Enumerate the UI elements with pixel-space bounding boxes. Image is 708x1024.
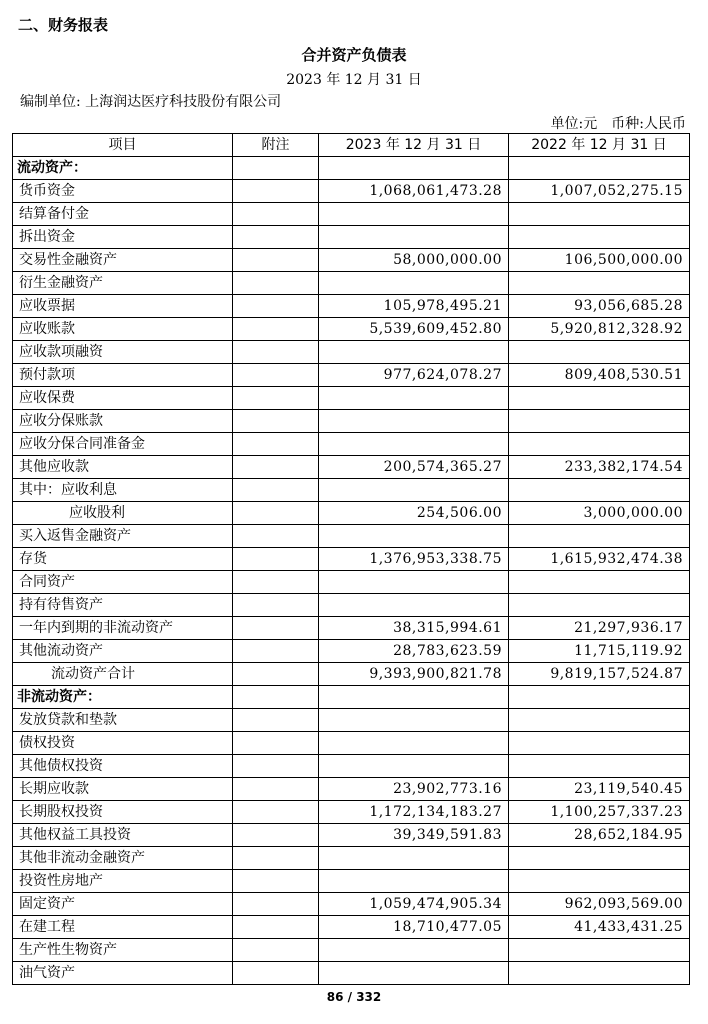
table-row: [13, 157, 690, 180]
table-row: [13, 824, 690, 847]
row-current-value: [319, 203, 509, 226]
row-prior-value: 1,615,932,474.38: [509, 548, 690, 571]
table-row: [13, 709, 690, 732]
row-prior-value: 28,652,184.95: [509, 824, 690, 847]
row-label: 固定资产: [13, 893, 233, 916]
table-row: [13, 295, 690, 318]
balance-sheet-table: [12, 133, 690, 985]
row-prior-value: 233,382,174.54: [509, 456, 690, 479]
table-row: [13, 180, 690, 203]
row-current-value: 18,710,477.05: [319, 916, 509, 939]
row-prior-value: 1,100,257,337.23: [509, 801, 690, 824]
row-prior-value: 41,433,431.25: [509, 916, 690, 939]
row-current-value: [319, 157, 509, 180]
row-note: [233, 364, 319, 387]
row-prior-value: [509, 525, 690, 548]
row-current-value: 9,393,900,821.78: [319, 663, 509, 686]
row-note: [233, 893, 319, 916]
report-date: 2023 年 12 月 31 日: [286, 72, 422, 88]
row-current-value: [319, 709, 509, 732]
row-label: 流动资产合计: [13, 663, 233, 686]
table-row: [13, 916, 690, 939]
table-row: [13, 433, 690, 456]
row-current-value: 254,506.00: [319, 502, 509, 525]
row-label: 其他权益工具投资: [13, 824, 233, 847]
header-prior-period: 2022 年 12 月 31 日: [509, 134, 690, 157]
row-note: [233, 157, 319, 180]
row-label: 其他流动资产: [13, 640, 233, 663]
row-label: 应收票据: [13, 295, 233, 318]
table-row: [13, 548, 690, 571]
row-label: 其中：应收利息: [13, 479, 233, 502]
row-current-value: [319, 847, 509, 870]
row-label: 非流动资产：: [13, 686, 233, 709]
table-row: [13, 686, 690, 709]
table-row: [13, 755, 690, 778]
table-row: [13, 732, 690, 755]
row-current-value: 39,349,591.83: [319, 824, 509, 847]
table-row: [13, 341, 690, 364]
row-note: [233, 479, 319, 502]
row-note: [233, 318, 319, 341]
row-current-value: 105,978,495.21: [319, 295, 509, 318]
row-note: [233, 226, 319, 249]
row-note: [233, 686, 319, 709]
row-note: [233, 732, 319, 755]
row-label: 应收分保账款: [13, 410, 233, 433]
row-note: [233, 341, 319, 364]
header-current-period: 2023 年 12 月 31 日: [319, 134, 509, 157]
row-label: 衍生金融资产: [13, 272, 233, 295]
row-note: [233, 433, 319, 456]
row-note: [233, 410, 319, 433]
row-label: 一年内到期的非流动资产: [13, 617, 233, 640]
row-prior-value: 1,007,052,275.15: [509, 180, 690, 203]
row-label: 应收股利: [13, 502, 233, 525]
row-label: 合同资产: [13, 571, 233, 594]
row-note: [233, 548, 319, 571]
row-note: [233, 870, 319, 893]
table-row: [13, 801, 690, 824]
row-prior-value: 23,119,540.45: [509, 778, 690, 801]
row-label: 交易性金融资产: [13, 249, 233, 272]
row-current-value: 1,376,953,338.75: [319, 548, 509, 571]
row-prior-value: 962,093,569.00: [509, 893, 690, 916]
row-label: 油气资产: [13, 962, 233, 985]
row-label: 存货: [13, 548, 233, 571]
row-current-value: [319, 870, 509, 893]
row-label: 流动资产：: [13, 157, 233, 180]
table-row: [13, 249, 690, 272]
table-row: [13, 364, 690, 387]
table-row: [13, 617, 690, 640]
row-current-value: 23,902,773.16: [319, 778, 509, 801]
row-current-value: 5,539,609,452.80: [319, 318, 509, 341]
row-label: 生产性生物资产: [13, 939, 233, 962]
row-note: [233, 663, 319, 686]
row-label: 长期股权投资: [13, 801, 233, 824]
table-row: [13, 640, 690, 663]
page-title: 合并资产负债表: [301, 46, 407, 64]
row-prior-value: [509, 709, 690, 732]
page-number: 86 / 332: [326, 990, 382, 1004]
row-label: 应收分保合同准备金: [13, 433, 233, 456]
row-prior-value: 21,297,936.17: [509, 617, 690, 640]
row-note: [233, 640, 319, 663]
table-row: [13, 502, 690, 525]
row-note: [233, 525, 319, 548]
row-current-value: 1,068,061,473.28: [319, 180, 509, 203]
row-label: 投资性房地产: [13, 870, 233, 893]
row-prior-value: [509, 387, 690, 410]
row-current-value: [319, 226, 509, 249]
row-current-value: [319, 433, 509, 456]
row-note: [233, 847, 319, 870]
row-note: [233, 617, 319, 640]
table-row: [13, 594, 690, 617]
row-prior-value: [509, 686, 690, 709]
header-item: 项目: [13, 134, 233, 157]
row-current-value: [319, 686, 509, 709]
row-note: [233, 387, 319, 410]
row-prior-value: [509, 479, 690, 502]
row-note: [233, 939, 319, 962]
section-title: 二、财务报表: [18, 16, 109, 34]
row-prior-value: 3,000,000.00: [509, 502, 690, 525]
row-current-value: [319, 525, 509, 548]
row-note: [233, 272, 319, 295]
reporting-entity: 编制单位: 上海润达医疗科技股份有限公司: [20, 94, 282, 110]
row-current-value: 28,783,623.59: [319, 640, 509, 663]
row-prior-value: 9,819,157,524.87: [509, 663, 690, 686]
row-note: [233, 203, 319, 226]
table-row: [13, 479, 690, 502]
row-prior-value: [509, 571, 690, 594]
row-prior-value: [509, 594, 690, 617]
row-current-value: 200,574,365.27: [319, 456, 509, 479]
table-row: [13, 226, 690, 249]
row-label: 预付款项: [13, 364, 233, 387]
table-row: [13, 272, 690, 295]
row-label: 债权投资: [13, 732, 233, 755]
row-note: [233, 709, 319, 732]
row-current-value: 977,624,078.27: [319, 364, 509, 387]
row-prior-value: [509, 272, 690, 295]
table-row: [13, 410, 690, 433]
row-prior-value: [509, 732, 690, 755]
row-current-value: [319, 594, 509, 617]
row-current-value: [319, 939, 509, 962]
table-row: [13, 778, 690, 801]
row-prior-value: [509, 203, 690, 226]
table-row: [13, 663, 690, 686]
row-current-value: [319, 341, 509, 364]
row-prior-value: [509, 870, 690, 893]
table-body: [13, 157, 690, 985]
row-note: [233, 295, 319, 318]
row-note: [233, 916, 319, 939]
table-row: [13, 571, 690, 594]
row-note: [233, 778, 319, 801]
row-note: [233, 249, 319, 272]
row-prior-value: [509, 939, 690, 962]
table-header-row: [13, 134, 690, 157]
row-prior-value: 5,920,812,328.92: [509, 318, 690, 341]
row-note: [233, 801, 319, 824]
row-note: [233, 962, 319, 985]
row-current-value: [319, 571, 509, 594]
row-prior-value: 809,408,530.51: [509, 364, 690, 387]
table-row: [13, 525, 690, 548]
row-label: 拆出资金: [13, 226, 233, 249]
currency-unit: 单位:元 币种:人民币: [550, 116, 686, 132]
row-current-value: [319, 732, 509, 755]
row-label: 其他应收款: [13, 456, 233, 479]
row-prior-value: [509, 157, 690, 180]
row-note: [233, 456, 319, 479]
row-label: 持有待售资产: [13, 594, 233, 617]
row-note: [233, 755, 319, 778]
row-note: [233, 824, 319, 847]
table-row: [13, 893, 690, 916]
row-prior-value: [509, 341, 690, 364]
row-label: 发放贷款和垫款: [13, 709, 233, 732]
table-row: [13, 318, 690, 341]
row-note: [233, 502, 319, 525]
row-label: 应收款项融资: [13, 341, 233, 364]
row-label: 在建工程: [13, 916, 233, 939]
row-label: 结算备付金: [13, 203, 233, 226]
table-row: [13, 962, 690, 985]
table-row: [13, 870, 690, 893]
row-prior-value: [509, 755, 690, 778]
row-prior-value: [509, 847, 690, 870]
row-label: 货币资金: [13, 180, 233, 203]
row-note: [233, 594, 319, 617]
row-current-value: 58,000,000.00: [319, 249, 509, 272]
row-prior-value: [509, 962, 690, 985]
row-label: 其他非流动金融资产: [13, 847, 233, 870]
row-current-value: [319, 479, 509, 502]
row-label: 买入返售金融资产: [13, 525, 233, 548]
header-note: 附注: [233, 134, 319, 157]
row-current-value: 1,172,134,183.27: [319, 801, 509, 824]
row-label: 长期应收款: [13, 778, 233, 801]
row-current-value: 1,059,474,905.34: [319, 893, 509, 916]
table-row: [13, 203, 690, 226]
row-current-value: [319, 272, 509, 295]
row-label: 应收账款: [13, 318, 233, 341]
row-label: 其他债权投资: [13, 755, 233, 778]
row-current-value: [319, 962, 509, 985]
row-prior-value: [509, 433, 690, 456]
row-current-value: [319, 410, 509, 433]
row-prior-value: 106,500,000.00: [509, 249, 690, 272]
table-row: [13, 939, 690, 962]
row-current-value: [319, 755, 509, 778]
row-prior-value: 11,715,119.92: [509, 640, 690, 663]
row-current-value: [319, 387, 509, 410]
row-current-value: 38,315,994.61: [319, 617, 509, 640]
row-note: [233, 180, 319, 203]
row-prior-value: [509, 226, 690, 249]
table-row: [13, 456, 690, 479]
table-row: [13, 387, 690, 410]
row-prior-value: [509, 410, 690, 433]
row-label: 应收保费: [13, 387, 233, 410]
row-note: [233, 571, 319, 594]
row-prior-value: 93,056,685.28: [509, 295, 690, 318]
table-row: [13, 847, 690, 870]
